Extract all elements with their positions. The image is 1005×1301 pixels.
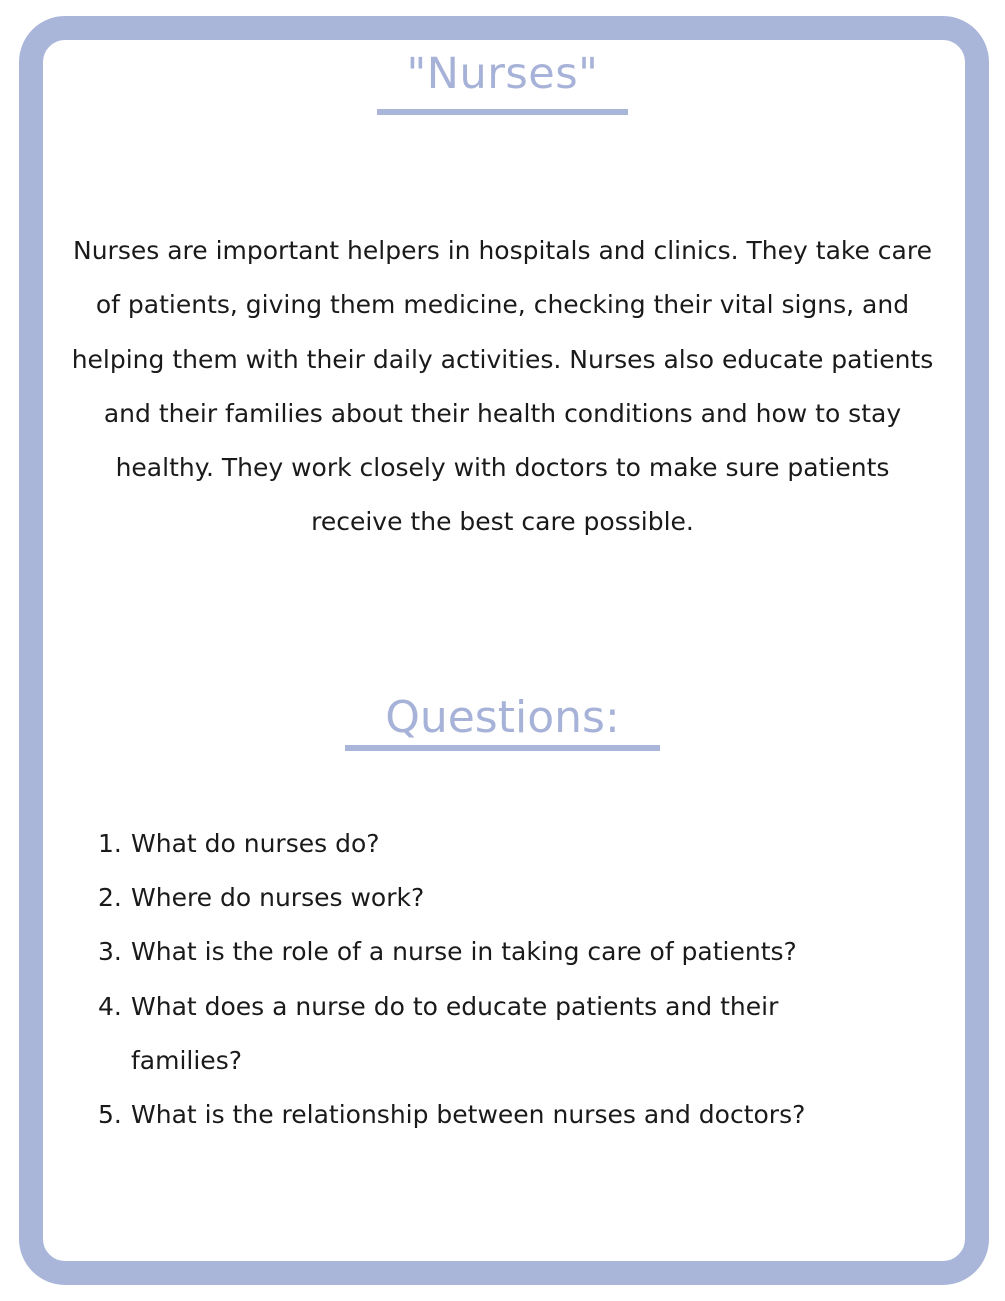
reading-passage: Nurses are important helpers in hospitals and clinics. They take care of patients, giving them medicine, checking their vital signs, and helping them with their daily activities. Nurses also educate patients and their families about their health conditions and how to stay healthy. They work closely with doctors to make sure patients receive the best care possible. (71, 236, 934, 537)
question-text: What is the relationship between nurses and doctors? (131, 1100, 806, 1130)
question-text: What do nurses do? (131, 829, 380, 858)
question-text: What does a nurse do to educate patients and their families? (131, 991, 779, 1075)
page-title: "Nurses" (406, 49, 599, 99)
question-number: 5. (98, 1100, 122, 1130)
questions-underline (345, 745, 660, 751)
question-item (98, 1088, 898, 1142)
question-number: 3. (98, 937, 122, 967)
question-item (98, 925, 898, 979)
question-text: What is the role of a nurse in taking care of patients? (131, 937, 797, 967)
question-list (98, 817, 898, 1142)
question-item (98, 871, 898, 925)
question-item (98, 817, 898, 871)
title-underline (377, 109, 628, 115)
questions-heading: Questions: (385, 692, 620, 743)
question-item (98, 980, 898, 1088)
question-number: 4. (98, 991, 122, 1021)
question-number: 2. (98, 883, 122, 913)
question-text: Where do nurses work? (131, 883, 425, 913)
question-number: 1. (98, 829, 122, 858)
